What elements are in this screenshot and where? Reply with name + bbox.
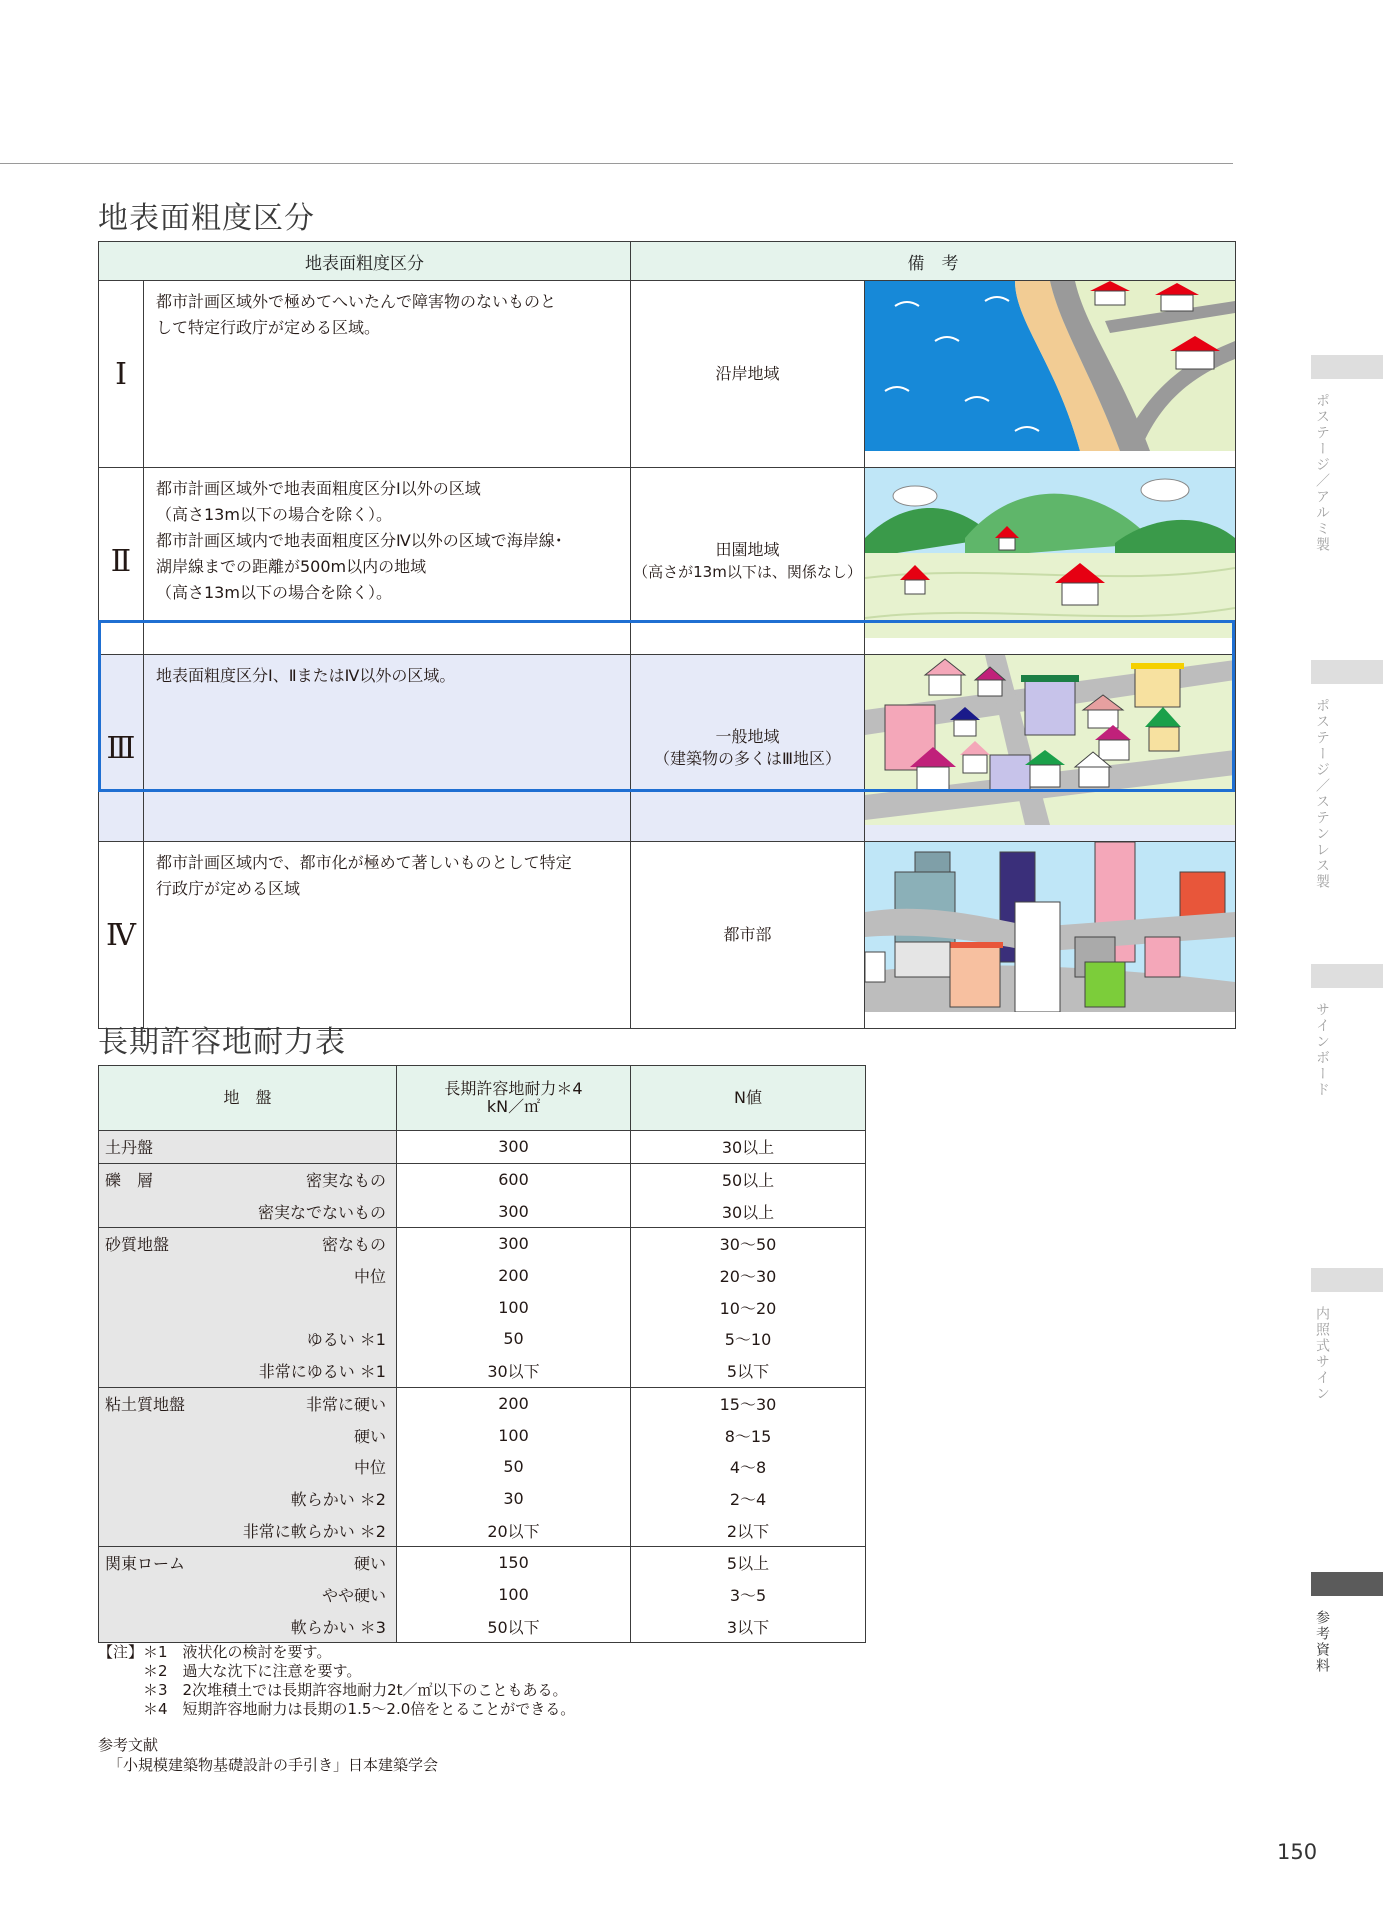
bearing-row: [99, 1514, 866, 1546]
class-description: [144, 842, 631, 1029]
bearing-row: [99, 1579, 866, 1611]
capacity-value: 20以下: [397, 1514, 631, 1546]
desc-line: 都市計画区域内で、都市化が極めて著しいものとして特定: [156, 853, 572, 872]
soil-cell: [99, 1483, 397, 1515]
capacity-value: 300: [397, 1228, 631, 1260]
side-tab-label[interactable]: ポステージ／ステンレス製: [1314, 698, 1330, 890]
capacity-value: 600: [397, 1163, 631, 1195]
n-value: 3以下: [631, 1610, 866, 1642]
header-ground: 地 盤: [99, 1066, 397, 1131]
soil-cell: [99, 1195, 397, 1227]
desc-line: 都市計画区域内で地表面粗度区分Ⅳ以外の区域で海岸線･: [156, 531, 563, 550]
soil-type: 粘土質地盤: [105, 1394, 186, 1414]
footnote: 【注】＊1 液状化の検討を要す。: [98, 1643, 332, 1661]
soil-cell: [99, 1387, 397, 1419]
footnotes: [98, 1643, 575, 1719]
side-tab-aluminium[interactable]: [1311, 355, 1383, 379]
footnote: ＊4 短期許容地耐力は長期の1.5～2.0倍をとることができる。: [98, 1700, 576, 1718]
capacity-value: 50: [397, 1451, 631, 1483]
soil-condition: 密実なもの: [305, 1171, 386, 1191]
references: [98, 1735, 438, 1775]
class-note: [631, 468, 865, 655]
soil-cell: [99, 1291, 397, 1323]
side-tab-label[interactable]: 参考資料: [1314, 1610, 1330, 1674]
class-description: [144, 468, 631, 655]
bearing-row: [99, 1228, 866, 1260]
bearing-row: [99, 1546, 866, 1578]
desc-line: して特定行政庁が定める区域。: [156, 318, 381, 337]
soil-cell: [99, 1514, 397, 1546]
n-value: 50以上: [631, 1163, 866, 1195]
roughness-table: [98, 241, 1236, 1029]
soil-cell: [99, 1260, 397, 1292]
note-line: 田園地域: [715, 540, 780, 559]
bearing-row: [99, 1323, 866, 1355]
soil-condition: やや硬い: [321, 1585, 386, 1605]
side-tab-illuminated-sign[interactable]: [1311, 1268, 1383, 1292]
n-value: 3～5: [631, 1579, 866, 1611]
soil-cell: [99, 1451, 397, 1483]
side-tab-label[interactable]: ポステージ／アルミ製: [1314, 393, 1330, 553]
n-value: 2～4: [631, 1483, 866, 1515]
capacity-value: 200: [397, 1260, 631, 1292]
rural-illustration: [865, 468, 1236, 655]
class-note: [631, 842, 865, 1029]
coastal-illustration: [865, 281, 1236, 468]
header-capacity: [397, 1066, 631, 1131]
bearing-row: [99, 1355, 866, 1387]
soil-condition: ゆるい ＊1: [306, 1330, 386, 1350]
desc-line: 地表面粗度区分Ⅰ、ⅡまたはⅣ以外の区域。: [156, 666, 456, 685]
class-description: [144, 281, 631, 468]
class-label: Ⅳ: [99, 842, 144, 1029]
references-item: 「小規模建築物基礎設計の手引き」日本建築学会: [108, 1756, 439, 1774]
coastal-scene-image: [865, 281, 1235, 451]
bearing-row: [99, 1451, 866, 1483]
class-label: Ⅰ: [99, 281, 144, 468]
n-value: 30～50: [631, 1228, 866, 1260]
soil-condition: 中位: [353, 1458, 386, 1478]
note-line: 一般地域: [715, 727, 780, 746]
soil-condition: 密なもの: [321, 1235, 386, 1255]
rural-scene-image: [865, 468, 1235, 638]
soil-condition: 硬い: [353, 1554, 386, 1574]
capacity-value: 300: [397, 1195, 631, 1227]
soil-condition: 軟らかい ＊2: [290, 1489, 386, 1509]
page-number: 150: [1277, 1840, 1318, 1864]
soil-cell: [99, 1355, 397, 1387]
soil-type: 礫 層: [105, 1171, 154, 1191]
n-value: 5以下: [631, 1355, 866, 1387]
note-line: （建築物の多くはⅢ地区）: [653, 749, 842, 768]
n-value: 4～8: [631, 1451, 866, 1483]
urban-illustration: [865, 842, 1236, 1029]
soil-condition: 硬い: [353, 1426, 386, 1446]
n-value: 5～10: [631, 1323, 866, 1355]
roughness-row-2: [99, 468, 1236, 655]
header-n-value: N値: [631, 1066, 866, 1131]
soil-cell: [99, 1546, 397, 1578]
note-line: 沿岸地域: [715, 364, 780, 383]
soil-cell: [99, 1610, 397, 1642]
side-tab-stainless[interactable]: [1311, 660, 1383, 684]
soil-cell: [99, 1131, 397, 1164]
bearing-row: [99, 1610, 866, 1642]
suburban-illustration: [865, 655, 1236, 842]
soil-condition: 密実なでないもの: [257, 1202, 386, 1222]
bearing-row: [99, 1419, 866, 1451]
bearing-header-row: [99, 1066, 866, 1131]
header-capacity-line: 長期許容地耐力＊4: [444, 1079, 583, 1098]
soil-cell: [99, 1579, 397, 1611]
class-note: [631, 655, 865, 842]
soil-condition: 非常に硬い: [305, 1394, 386, 1414]
bearing-row: [99, 1483, 866, 1515]
class-description: [144, 655, 631, 842]
capacity-value: 150: [397, 1546, 631, 1578]
capacity-value: 30: [397, 1483, 631, 1515]
note-line: （高さが13m以下は、関係なし）: [633, 563, 862, 581]
bearing-row: [99, 1131, 866, 1164]
soil-type: 土丹盤: [105, 1138, 154, 1158]
bearing-capacity-table: [98, 1065, 866, 1643]
n-value: 30以上: [631, 1131, 866, 1164]
roughness-row-4: [99, 842, 1236, 1029]
class-label: Ⅲ: [99, 655, 144, 842]
n-value: 15～30: [631, 1387, 866, 1419]
capacity-value: 100: [397, 1579, 631, 1611]
n-value: 2以下: [631, 1514, 866, 1546]
header-classification: 地表面粗度区分: [99, 242, 631, 281]
roughness-header-row: [99, 242, 1236, 281]
n-value: 20～30: [631, 1260, 866, 1292]
n-value: 30以上: [631, 1195, 866, 1227]
capacity-value: 100: [397, 1419, 631, 1451]
desc-line: 都市計画区域外で地表面粗度区分Ⅰ以外の区域: [156, 479, 481, 498]
n-value: 10～20: [631, 1291, 866, 1323]
side-tab-label[interactable]: 内照式サイン: [1314, 1306, 1330, 1402]
bearing-row: [99, 1387, 866, 1419]
bearing-row: [99, 1195, 866, 1227]
bearing-section-title: 長期許容地耐力表: [98, 1025, 346, 1060]
roughness-row-1: [99, 281, 1236, 468]
bearing-row: [99, 1163, 866, 1195]
note-line: 都市部: [723, 925, 772, 944]
soil-condition: 軟らかい ＊3: [290, 1617, 386, 1637]
bearing-row: [99, 1291, 866, 1323]
desc-line: （高さ13m以下の場合を除く）。: [156, 583, 392, 602]
top-rule: [0, 163, 1233, 164]
desc-line: 都市計画区域外で極めてへいたんで障害物のないものと: [156, 292, 557, 311]
bearing-row: [99, 1260, 866, 1292]
soil-condition: 非常にゆるい ＊1: [258, 1362, 386, 1382]
soil-cell: [99, 1163, 397, 1195]
suburban-scene-image: [865, 655, 1235, 825]
soil-cell: [99, 1419, 397, 1451]
n-value: 8～15: [631, 1419, 866, 1451]
bearing-table-body: [99, 1131, 866, 1643]
urban-scene-image: [865, 842, 1235, 1012]
side-tab-signboard[interactable]: [1311, 964, 1383, 988]
capacity-value: 200: [397, 1387, 631, 1419]
references-label: 参考文献: [98, 1736, 159, 1754]
capacity-value: 300: [397, 1131, 631, 1164]
desc-line: （高さ13m以下の場合を除く）。: [156, 505, 392, 524]
soil-cell: [99, 1323, 397, 1355]
desc-line: 湖岸線までの距離が500m以内の地域: [156, 557, 427, 576]
desc-line: 行政庁が定める区域: [156, 879, 301, 898]
class-note: [631, 281, 865, 468]
soil-condition: 非常に軟らかい ＊2: [242, 1521, 386, 1541]
capacity-value: 50以下: [397, 1610, 631, 1642]
soil-cell: [99, 1228, 397, 1260]
footnote: ＊3 2次堆積土では長期許容地耐力2t／㎡以下のこともある。: [98, 1681, 568, 1699]
side-tab-label[interactable]: サインボード: [1314, 1002, 1330, 1098]
roughness-row-3: [99, 655, 1236, 842]
footnote: ＊2 過大な沈下に注意を要す。: [98, 1662, 362, 1680]
soil-type: 関東ローム: [105, 1554, 186, 1574]
header-capacity-unit: kN／㎡: [486, 1097, 541, 1116]
header-remarks: 備 考: [631, 242, 1236, 281]
side-tab-reference[interactable]: [1311, 1572, 1383, 1596]
roughness-section-title: 地表面粗度区分: [98, 201, 315, 236]
capacity-value: 50: [397, 1323, 631, 1355]
class-label: Ⅱ: [99, 468, 144, 655]
capacity-value: 100: [397, 1291, 631, 1323]
n-value: 5以上: [631, 1546, 866, 1578]
capacity-value: 30以下: [397, 1355, 631, 1387]
soil-type: 砂質地盤: [105, 1235, 170, 1255]
soil-condition: 中位: [353, 1267, 386, 1287]
